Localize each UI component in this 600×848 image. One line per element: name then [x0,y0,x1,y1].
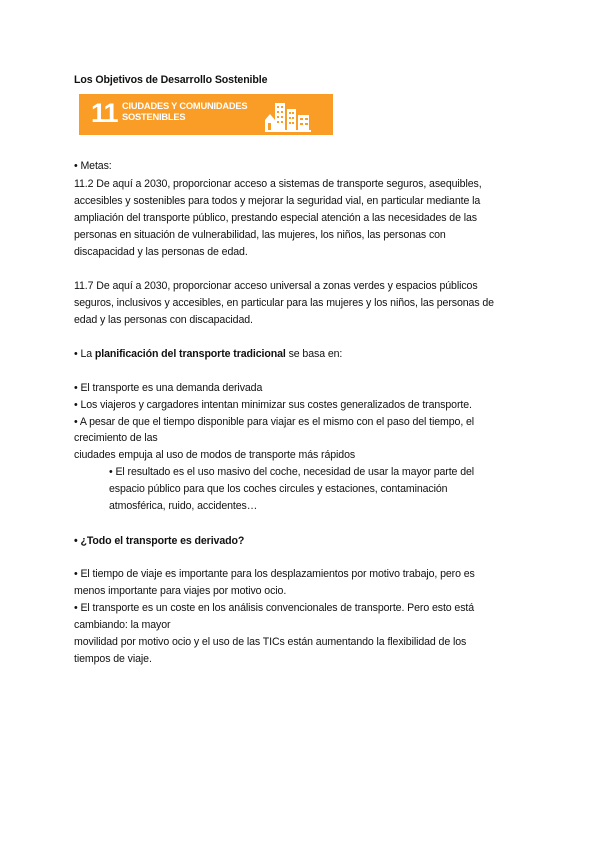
bullet-item: • Los viajeros y cargadores intentan minimizar sus costes generalizados de transporte. [74,399,472,411]
final-line: movilidad por motivo ocio y el uso de las TICs están aumentando la flexibilidad de los [74,636,467,648]
document-title: Los Objetivos de Desarrollo Sostenible [74,74,268,86]
meta-11-7-line: 11.7 De aquí a 2030, proporcionar acceso universal a zonas verdes y espacios públicos [74,280,478,292]
final-line: • El transporte es un coste en los análisis convencionales de transporte. Pero esto está [74,602,475,614]
meta-11-2-line: personas en situación de vulnerabilidad, las mujeres, los niños, las personas con [74,229,446,241]
final-line: menos importante para viajes por motivo ocio. [74,585,287,597]
final-line: • El tiempo de viaje es importante para los desplazamientos por motivo trabajo, pero es [74,568,475,580]
sdg-number: 11 [91,98,118,128]
bullet-item: • A pesar de que el tiempo disponible para viajar es el mismo con el paso del tiempo, el [74,416,475,428]
meta-11-7-line: seguros, inclusivos y accesibles, en particular para las mujeres y los niños, las personas de [74,297,494,309]
metas-heading: • Metas: [74,160,112,172]
sdg-label [122,101,247,123]
meta-11-2-line: accesibles y sostenibles para todos y mejorar la seguridad vial, en particular mediante la [74,195,481,207]
sdg-label-line2: SOSTENIBLES [122,112,186,122]
final-line: tiempos de viaje. [74,653,152,665]
question-heading: • ¿Todo el transporte es derivado? [74,535,245,547]
meta-11-2-line: 11.2 De aquí a 2030, proporcionar acceso a sistemas de transporte seguros, asequibles, [74,178,482,190]
city-buildings-icon [265,98,313,132]
sdg-label-line1: CIUDADES Y COMUNIDADES [122,101,248,111]
planning-heading [74,346,342,363]
planning-prefix: • La [74,348,95,360]
planning-bold: planificación del transporte tradicional [94,348,286,360]
meta-11-2-line: discapacidad y las personas de edad. [74,246,248,258]
sub-bullet-line: • El resultado es el uso masivo del coche, necesidad de usar la mayor parte del [109,466,475,478]
bullet-item: • El transporte es una demanda derivada [74,382,263,394]
sub-bullet-line: atmosférica, ruido, accidentes… [109,500,258,512]
final-line: cambiando: la mayor [74,619,171,631]
sdg-11-banner [79,94,333,135]
meta-11-7-line: edad y las personas con discapacidad. [74,314,253,326]
meta-11-2-line: ampliación del transporte público, prestando especial atención a las necesidades de las [74,212,477,224]
planning-suffix: se basa en: [285,348,343,360]
bullet-item: crecimiento de las [74,432,158,444]
sub-bullet-line: espacio público para que los coches circules y estaciones, contaminación [109,483,448,495]
bullet-item: ciudades empuja al uso de modos de transporte más rápidos [74,449,356,461]
